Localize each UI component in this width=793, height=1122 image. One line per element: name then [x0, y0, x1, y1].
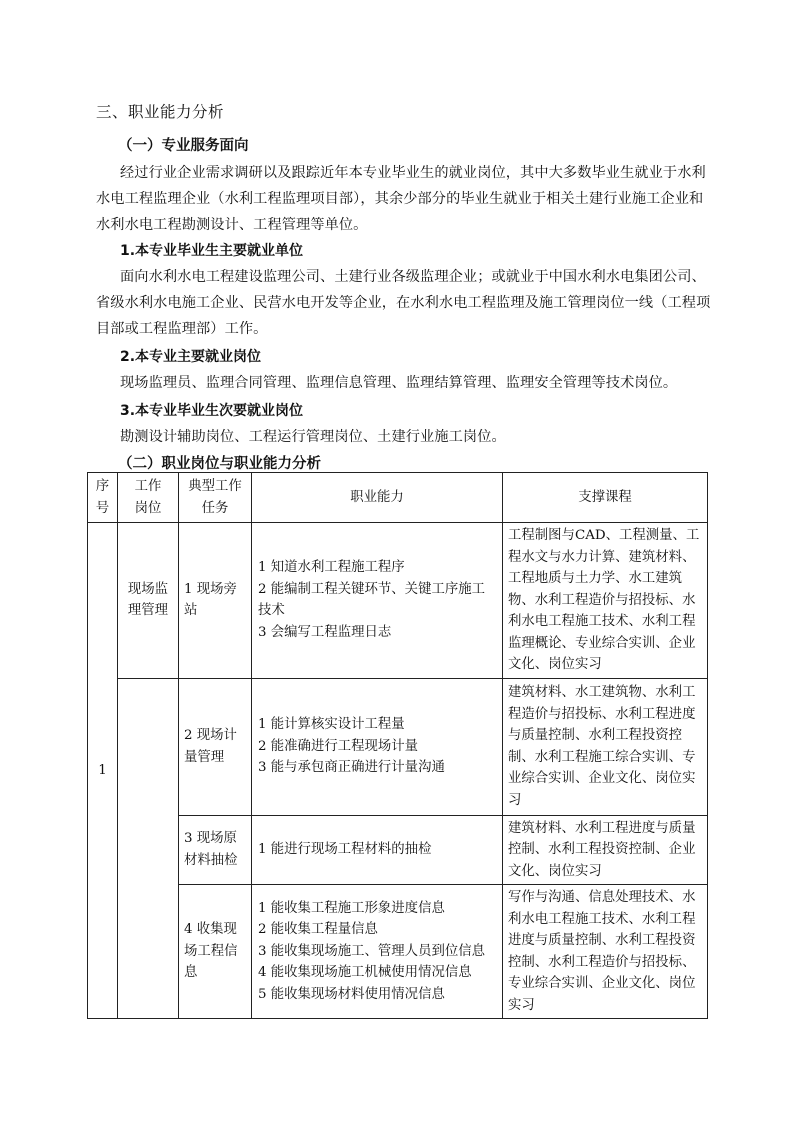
- ability-item: 3 能与承包商正确进行计量沟通: [258, 760, 445, 776]
- item1-line-2: 省级水利水电施工企业、民营水电开发等企业，在水利水电工程监理及施工管理岗位一线（工程项: [96, 295, 711, 311]
- ability-item: 4 能收集现场施工机械使用情况信息: [258, 965, 472, 981]
- ability-item: 1 知道水利工程施工程序: [258, 560, 405, 576]
- item1-line-1: 面向水利水电工程建设监理公司、土建行业各级监理企业；或就业于中国水利水电集团公司、: [120, 269, 706, 285]
- course-cell: 建筑材料、水利工程进度与质量控制、水利工程投资控制、企业文化、岗位实习: [503, 815, 708, 885]
- ability-item: 2 能收集工程量信息: [258, 922, 378, 938]
- header-ability: 职业能力: [252, 473, 503, 523]
- ability-cell: [252, 523, 503, 679]
- ability-cell: [252, 815, 503, 885]
- item1-line-3: 目部或工程监理部）工作。: [96, 321, 268, 337]
- task-cell: 3 现场原材料抽检: [179, 815, 252, 885]
- course-cell: 工程制图与CAD、工程测量、工程水文与水力计算、建筑材料、工程地质与土力学、水工建筑物、水利工程造价与招投标、水利水电工程施工技术、水利工程监理概论、专业综合实训、企业文化、岗位实习: [503, 523, 708, 679]
- ability-item: 1 能收集工程施工形象进度信息: [258, 900, 445, 916]
- ability-cell: [252, 885, 503, 1019]
- subsection-title-1: （一）专业服务面向: [118, 138, 249, 154]
- job-ability-table: [87, 472, 708, 1019]
- intro-line-3: 水利水电工程勘测设计、工程管理等单位。: [96, 217, 368, 233]
- table-row: [88, 523, 708, 679]
- item2-line: 现场监理员、监理合同管理、监理信息管理、监理结算管理、监理安全管理等技术岗位。: [120, 375, 678, 391]
- item1-title: 1.本专业毕业生主要就业单位: [120, 243, 304, 259]
- header-post: 工作 岗位: [118, 473, 179, 523]
- table-header-row: [88, 473, 708, 523]
- section-title: 三、职业能力分析: [96, 103, 225, 121]
- ability-item: 2 能编制工程关键环节、关键工序施工技术: [258, 581, 486, 619]
- header-course: 支撑课程: [503, 473, 708, 523]
- subsection-title-2: （二）职业岗位与职业能力分析: [118, 456, 321, 472]
- ability-item: 3 能收集现场施工、管理人员到位信息: [258, 943, 486, 959]
- post-cell: 现场监理管理: [118, 523, 179, 679]
- course-cell: 写作与沟通、信息处理技术、水利水电工程施工技术、水利工程进度与质量控制、水利工程投资控制、水利工程造价与招投标、专业综合实训、企业文化、岗位实习: [503, 885, 708, 1019]
- header-seq: 序 号: [88, 473, 118, 523]
- intro-line-2: 水电工程监理企业（水利工程监理项目部），其余少部分的毕业生就业于相关土建行业施工企业和: [96, 191, 704, 207]
- task-cell: 4 收集现场工程信息: [179, 885, 252, 1019]
- ability-item: 1 能进行现场工程材料的抽检: [258, 842, 432, 857]
- seq-cell: 1: [88, 523, 118, 1019]
- task-cell: 1 现场旁站: [179, 523, 252, 679]
- course-cell: 建筑材料、水工建筑物、水利工程造价与招投标、水利工程进度与质量控制、水利工程投资控制、水利工程施工综合实训、专业综合实训、企业文化、岗位实习: [503, 678, 708, 815]
- item2-title: 2.本专业主要就业岗位: [120, 349, 262, 365]
- table-row: [88, 678, 708, 815]
- header-task: 典型工作 任务: [179, 473, 252, 523]
- ability-item: 1 能计算核实设计工程量: [258, 717, 405, 733]
- task-cell: 2 现场计量管理: [179, 678, 252, 815]
- ability-item: 2 能准确进行工程现场计量: [258, 738, 419, 754]
- item3-line: 勘测设计辅助岗位、工程运行管理岗位、土建行业施工岗位。: [120, 429, 506, 445]
- post-cell-empty: [118, 678, 179, 1019]
- table-row: [88, 885, 708, 1019]
- intro-line-1: 经过行业企业需求调研以及跟踪近年本专业毕业生的就业岗位，其中大多数毕业生就业于水利: [120, 165, 706, 181]
- ability-item: 3 会编写工程监理日志: [258, 624, 392, 640]
- ability-item: 5 能收集现场材料使用情况信息: [258, 986, 445, 1002]
- table-row: [88, 815, 708, 885]
- ability-cell: [252, 678, 503, 815]
- item3-title: 3.本专业毕业生次要就业岗位: [120, 403, 304, 419]
